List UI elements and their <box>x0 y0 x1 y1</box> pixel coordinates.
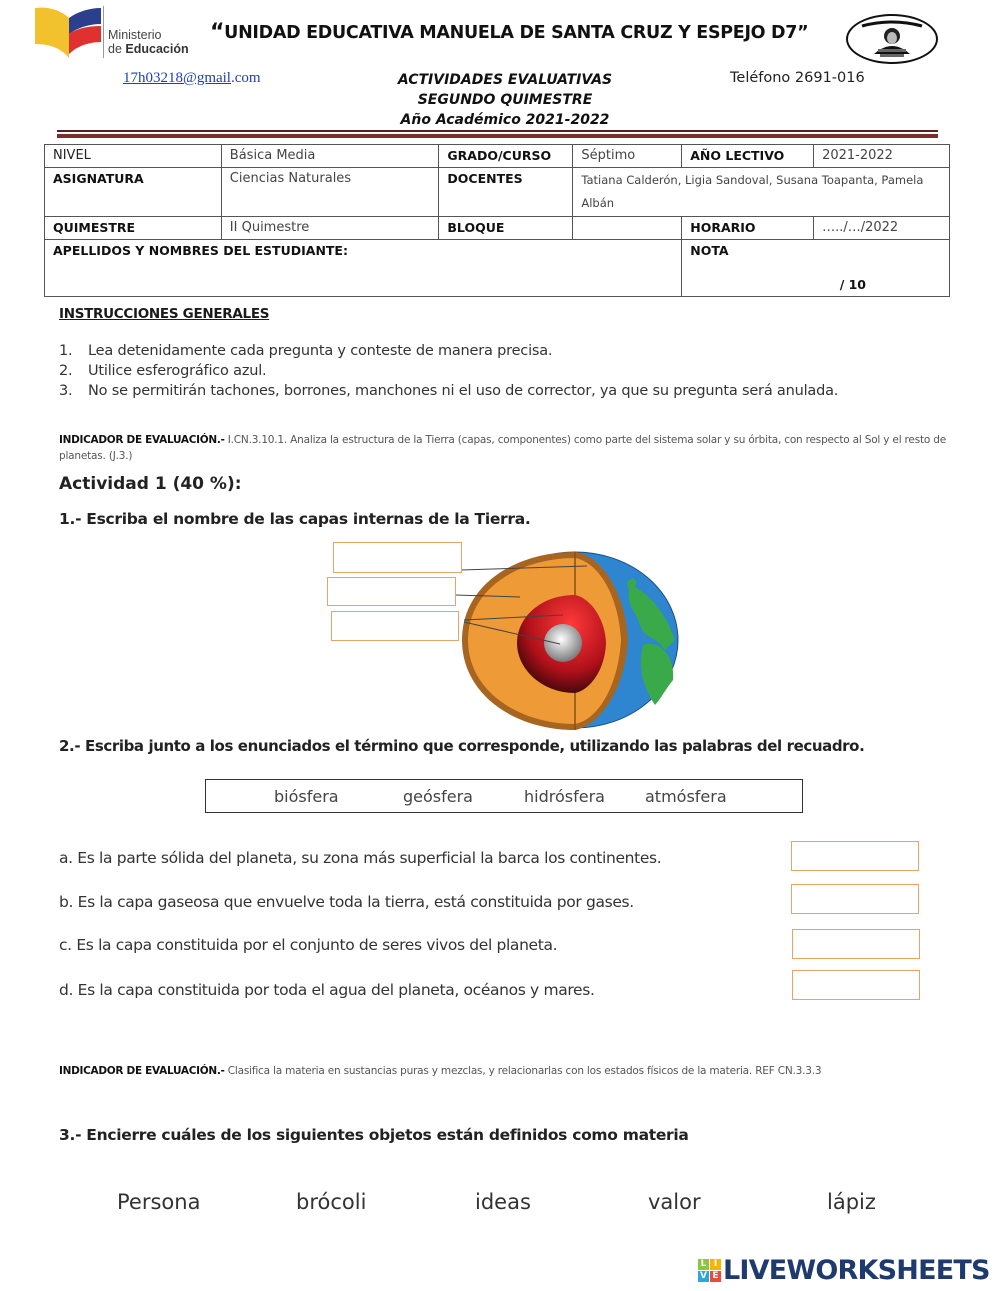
evaluation-indicator-1: INDICADOR DE EVALUACIÓN.- I.CN.3.10.1. Analiza la estructura de la Tierra (capas, componentes) como parte del sistema solar y su órbita, con respecto al Sol y el resto de planetas. (J.3.) <box>59 434 946 462</box>
liveworksheets-brand: LIVEWORKSHEETS <box>723 1255 990 1286</box>
instruction-item: 2. Utilice esferográfico azul. <box>59 363 267 379</box>
book-flag-icon <box>33 4 103 60</box>
q3-option-brocoli[interactable]: brócoli <box>296 1190 367 1214</box>
bloque-value[interactable] <box>573 217 682 240</box>
instruction-item: 3. No se permitirán tachones, borrones, manchones ni el uso de corrector, ya que su pregunta será anulada. <box>59 383 839 399</box>
info-row-nivel <box>45 145 950 168</box>
statement-d: d. Es la capa constituida por toda el agua del planeta, océanos y mares. <box>59 981 595 999</box>
anio-value: 2021-2022 <box>814 145 950 168</box>
earth-layer-answer-box-1[interactable] <box>333 542 462 573</box>
live-tiles-icon: L I V E <box>698 1259 721 1282</box>
evaluation-indicator-2: INDICADOR DE EVALUACIÓN.- Clasifica la materia en sustancias puras y mezclas, y relacionarlas con los estados físicos de la materia. REF CN.3.3.3 <box>59 1065 822 1077</box>
asignatura-label: ASIGNATURA <box>45 168 222 217</box>
statement-b-answer-box[interactable] <box>791 884 919 914</box>
nivel-value: Básica Media <box>221 145 439 168</box>
bloque-label: BLOQUE <box>439 217 573 240</box>
student-name-label: APELLIDOS Y NOMBRES DEL ESTUDIANTE: <box>53 243 348 258</box>
instructions-heading: INSTRUCCIONES GENERALES <box>59 306 270 322</box>
horario-value: …../…/2022 <box>814 217 950 240</box>
word-bank <box>205 779 803 813</box>
info-row-asignatura <box>45 168 950 217</box>
activity-title: ACTIVIDADES EVALUATIVAS SEGUNDO QUIMESTRE Año Académico 2021-2022 <box>397 72 613 128</box>
portrait-seal-icon <box>848 16 936 62</box>
logo-divider <box>103 6 104 58</box>
statement-c-answer-box[interactable] <box>792 929 920 959</box>
activity-1-title: Actividad 1 (40 %): <box>59 474 242 494</box>
anio-label: AÑO LECTIVO <box>682 145 814 168</box>
grado-label: GRADO/CURSO <box>439 145 573 168</box>
q3-option-ideas[interactable]: ideas <box>475 1190 531 1214</box>
student-name-field[interactable] <box>45 240 682 297</box>
student-info-table <box>44 144 950 297</box>
grade-field <box>682 240 950 297</box>
word-bank-item: hidrósfera <box>524 787 605 806</box>
word-bank-item: geósfera <box>403 787 473 806</box>
statement-a-answer-box[interactable] <box>791 841 919 871</box>
docentes-label: DOCENTES <box>439 168 573 217</box>
school-name: “UNIDAD EDUCATIVA MANUELA DE SANTA CRUZ Y ESPEJO D7” <box>210 20 809 45</box>
earth-layers-diagram <box>325 540 685 735</box>
contact-email-link[interactable]: 17h03218@gmail.com <box>123 70 261 86</box>
nivel-label: NIVEL <box>45 145 222 168</box>
statement-d-answer-box[interactable] <box>792 970 920 1000</box>
ministerio-name: Ministerio de Educación <box>108 28 189 56</box>
q3-option-lapiz[interactable]: lápiz <box>827 1190 876 1214</box>
q3-option-valor[interactable]: valor <box>648 1190 701 1214</box>
instruction-item: 1. Lea detenidamente cada pregunta y conteste de manera precisa. <box>59 343 553 359</box>
info-row-estudiante <box>45 240 950 297</box>
word-bank-item: atmósfera <box>645 787 727 806</box>
horario-label: HORARIO <box>682 217 814 240</box>
header-rule <box>57 130 938 132</box>
quimestre-value: II Quimestre <box>221 217 439 240</box>
q3-option-persona[interactable]: Persona <box>117 1190 201 1214</box>
question-2-prompt: 2.- Escriba junto a los enunciados el término que corresponde, utilizando las palabras del recuadro. <box>59 737 865 755</box>
asignatura-value: Ciencias Naturales <box>221 168 439 217</box>
statement-c: c. Es la capa constituida por el conjunto de seres vivos del planeta. <box>59 936 558 954</box>
header-rule-thick <box>57 134 938 138</box>
phone-number: Teléfono 2691-016 <box>730 70 865 86</box>
grado-value: Séptimo <box>573 145 682 168</box>
nota-label: NOTA <box>690 243 729 258</box>
school-seal-logo <box>846 14 938 64</box>
statement-a: a. Es la parte sólida del planeta, su zona más superficial la barca los continentes. <box>59 849 662 867</box>
question-3-prompt: 3.- Encierre cuáles de los siguientes objetos están definidos como materia <box>59 1126 689 1144</box>
quimestre-label: QUIMESTRE <box>45 217 222 240</box>
statement-b: b. Es la capa gaseosa que envuelve toda la tierra, está constituida por gases. <box>59 893 634 911</box>
word-bank-item: biósfera <box>274 787 339 806</box>
nota-score: / 10 <box>839 277 866 292</box>
info-row-quimestre <box>45 217 950 240</box>
instructions-list <box>59 341 838 401</box>
earth-layer-answer-box-2[interactable] <box>327 577 456 606</box>
earth-layer-answer-box-3[interactable] <box>331 611 459 641</box>
question-1-prompt: 1.- Escriba el nombre de las capas internas de la Tierra. <box>59 510 531 528</box>
liveworksheets-logo <box>698 1255 990 1286</box>
docentes-value: Tatiana Calderón, Ligia Sandoval, Susana Toapanta, Pamela Albán <box>573 168 950 217</box>
